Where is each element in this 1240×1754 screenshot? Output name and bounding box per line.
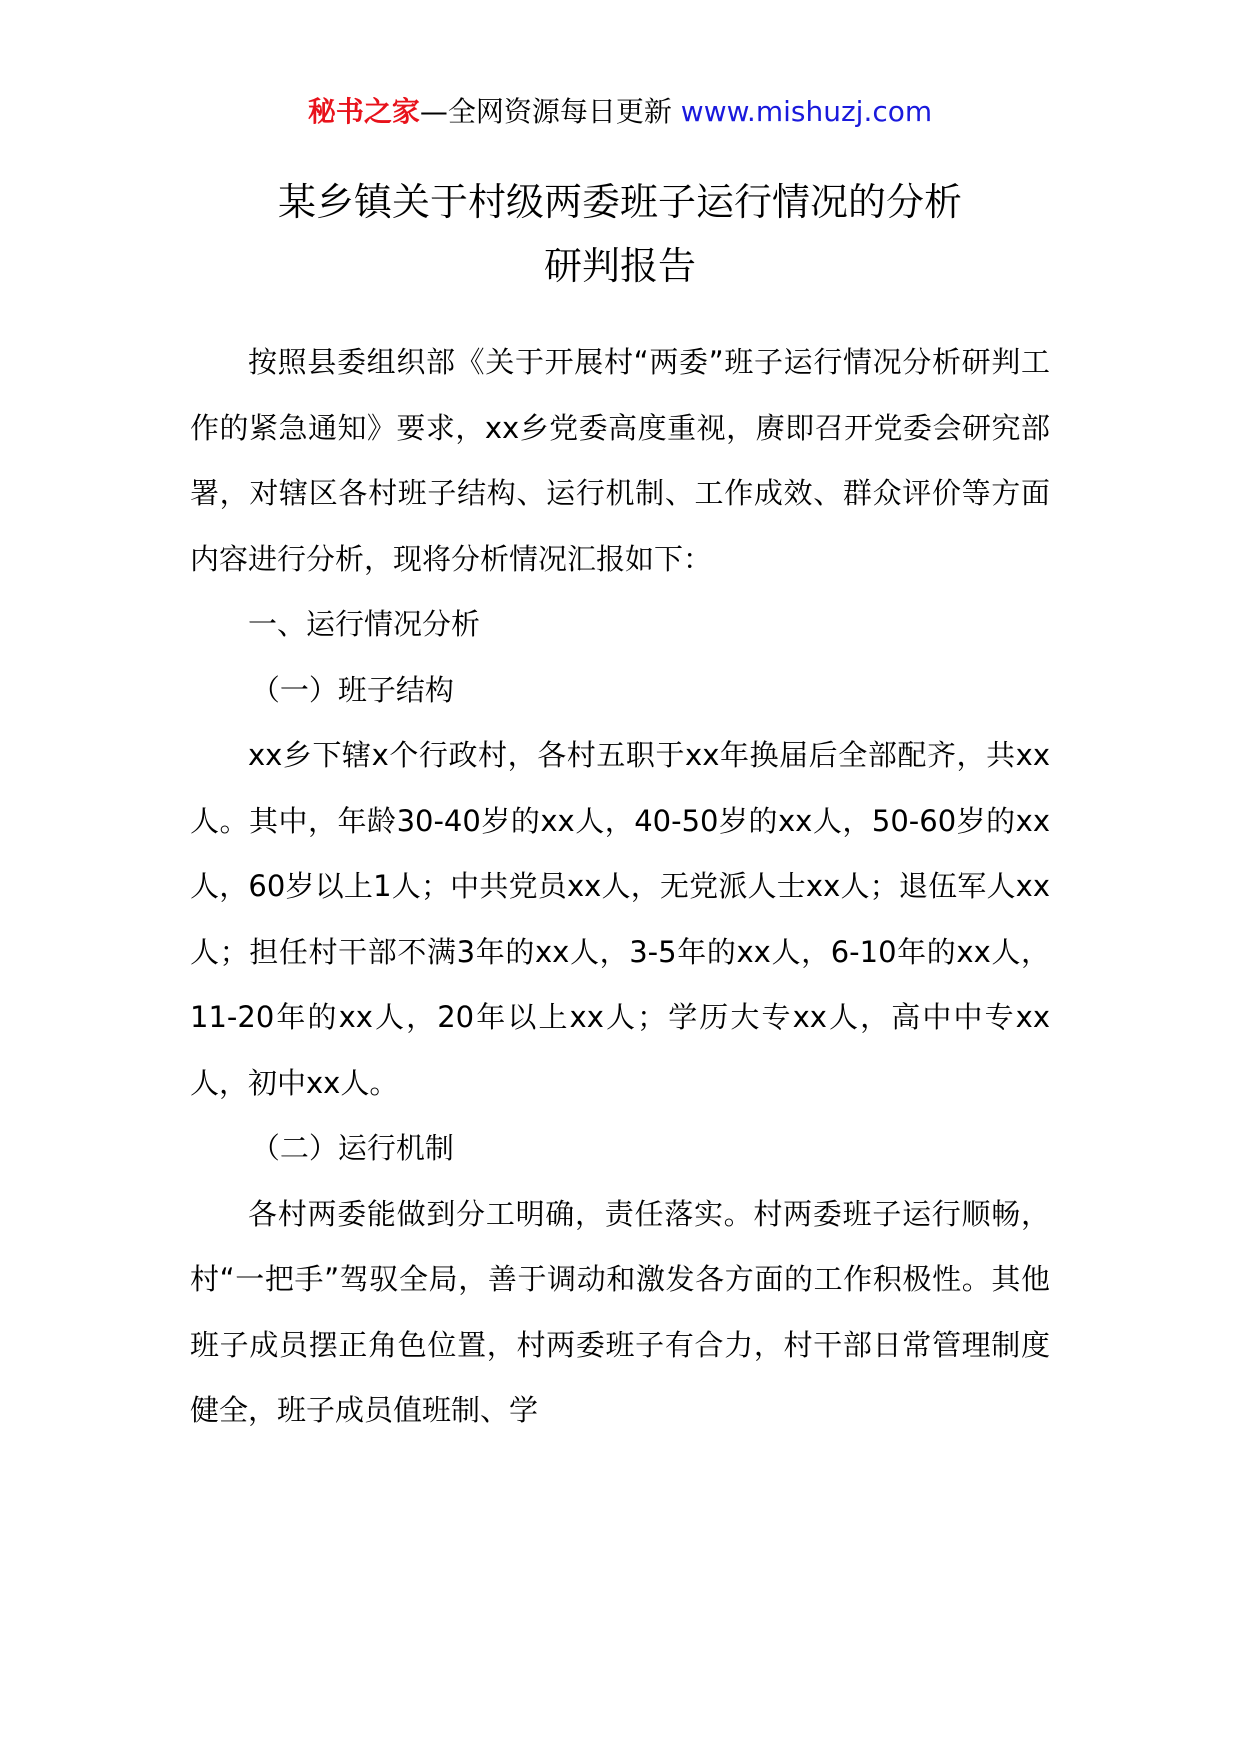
subsection-heading: （一）班子结构 xyxy=(250,672,454,707)
body-paragraph: 各村两委能做到分工明确，责任落实。村两委班子运行顺畅，村“一把手”驾驭全局，善于调动和激发各方面的工作积极性。其他班子成员摆正角色位置，村两委班子有合力，村干部日常管理制度健全，班子成员值班制、学 xyxy=(190,1196,1050,1427)
body-paragraph: xx乡下辖x个行政村，各村五职于xx年换届后全部配齐，共xx人。其中，年龄30-40岁的xx人，40-50岁的xx人，50-60岁的xx人，60岁以上1人；中共党员xx人，无党派人士xx人；退伍军人xx人；担任村干部不满3年的xx人，3-5年的xx人，6-10年的xx人，11-20年的xx人，20年以上xx人；学历大专xx人，高中中专xx人，初中xx人。 xyxy=(190,738,1050,1100)
site-url-link[interactable]: www.mishuzj.com xyxy=(680,95,933,128)
intro-paragraph: 按照县委组织部《关于开展村“两委”班子运行情况分析研判工作的紧急通知》要求，xx乡党委高度重视，赓即召开党委会研究部署，对辖区各村班子结构、运行机制、工作成效、群众评价等方面内容进行分析，现将分析情况汇报如下： xyxy=(190,345,1050,576)
title-line-1: 某乡镇关于村级两委班子运行情况的分析 xyxy=(277,180,962,224)
site-header xyxy=(0,92,1240,132)
subsection-heading: （二）运行机制 xyxy=(250,1131,454,1165)
section-heading: 一、运行情况分析 xyxy=(248,607,481,641)
title-line-2: 研判报告 xyxy=(543,244,696,288)
brand-name: 秘书之家 xyxy=(307,95,420,128)
header-tagline: —全网资源每日更新 xyxy=(419,95,672,128)
document-body xyxy=(190,330,1050,1444)
document-title xyxy=(170,170,1070,298)
